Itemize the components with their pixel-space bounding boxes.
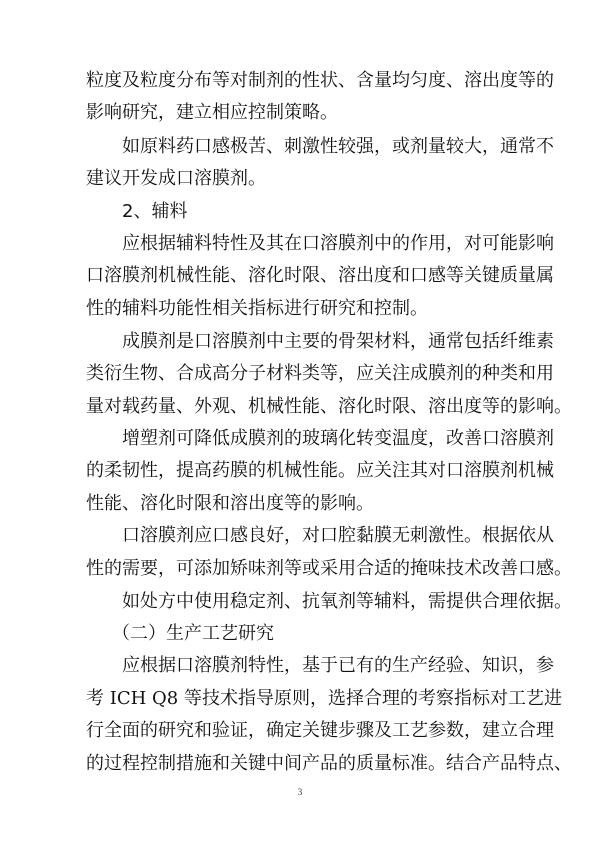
text-line: 性的需要，可添加矫味剂等或采用合适的掩味技术改善口感。 bbox=[86, 558, 572, 579]
text-line: 行全面的研究和验证，确定关键步骤及工艺参数，建立合理 bbox=[86, 720, 554, 741]
page-number: 3 bbox=[297, 787, 303, 797]
text-line: 性的辅料功能性相关指标进行研究和控制。 bbox=[86, 298, 428, 319]
text-line: 量对载药量、外观、机械性能、溶化时限、溶出度等的影响。 bbox=[86, 396, 572, 417]
section-heading: （二）生产工艺研究 bbox=[112, 623, 274, 644]
paragraph-first-line: 口溶膜剂应口感良好，对口腔黏膜无刺激性。根据依从 bbox=[122, 525, 554, 546]
paragraph-first-line: 成膜剂是口溶膜剂中主要的骨架材料，通常包括纤维素 bbox=[122, 331, 554, 352]
paragraph-first-line: 如处方中使用稳定剂、抗氧剂等辅料，需提供合理依据。 bbox=[122, 591, 572, 612]
paragraph-first-line: 增塑剂可降低成膜剂的玻璃化转变温度，改善口溶膜剂 bbox=[122, 428, 554, 449]
text-line: 的柔韧性，提高药膜的机械性能。应关注其对口溶膜剂机械 bbox=[86, 460, 554, 481]
text-line: 的过程控制措施和关键中间产品的质量标准。结合产品特点、 bbox=[86, 753, 572, 774]
text-line: 性能、溶化时限和溶出度等的影响。 bbox=[86, 493, 374, 514]
text-line: 建议开发成口溶膜剂。 bbox=[86, 168, 266, 189]
text-line: 影响研究，建立相应控制策略。 bbox=[86, 102, 338, 123]
text-line: 口溶膜剂机械性能、溶化时限、溶出度和口感等关键质量属 bbox=[86, 265, 554, 286]
text-line: 考 ICH Q8 等技术指导原则，选择合理的考察指标对工艺进 bbox=[86, 688, 562, 709]
paragraph-first-line: 应根据口溶膜剂特性，基于已有的生产经验、知识，参 bbox=[122, 655, 554, 676]
paragraph-first-line: 如原料药口感极苦、刺激性较强，或剂量较大，通常不 bbox=[122, 136, 554, 157]
section-heading: 2、辅料 bbox=[122, 201, 188, 222]
paragraph-first-line: 应根据辅料特性及其在口溶膜剂中的作用，对可能影响 bbox=[122, 233, 554, 254]
text-line: 类衍生物、合成高分子材料类等，应关注成膜剂的种类和用 bbox=[86, 363, 554, 384]
text-line: 粒度及粒度分布等对制剂的性状、含量均匀度、溶出度等的 bbox=[86, 70, 554, 91]
